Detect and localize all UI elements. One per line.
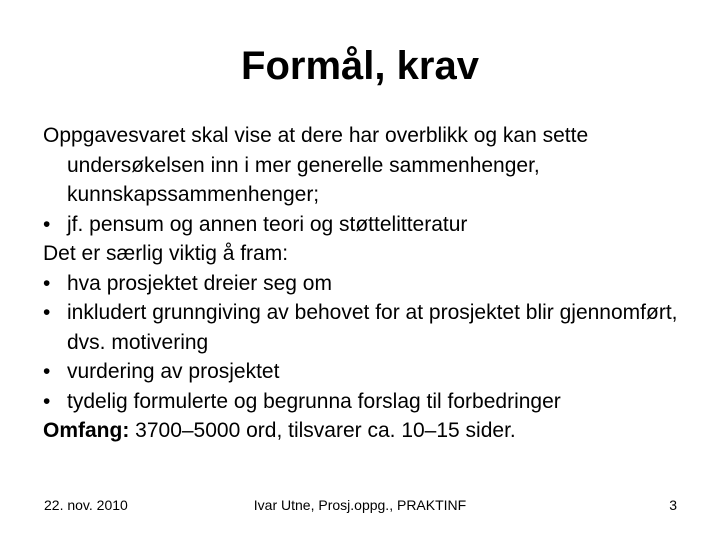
slide-title: Formål, krav [241,44,479,88]
bullet-item [43,298,703,357]
bullet-text: hva prosjektet dreier seg om [67,271,332,295]
bullet-icon: • [43,212,51,236]
bullet-text: vurdering av prosjektet [67,360,280,383]
important-heading: Det er særlig viktig å fram: [43,242,289,265]
bullet-item [43,210,703,240]
bullet-text: inkludert grunngiving av behovet for at prosjektet blir gjennomført, dvs. motivering [67,301,678,354]
scope-label: Omfang: [43,419,130,442]
bullet-icon: • [43,360,51,383]
scope-text: 3700–5000 ord, tilsvarer ca. 10–15 sider. [129,419,516,442]
bullet-item [43,387,703,417]
scope-line [43,416,703,446]
page-number: 3 [669,497,677,513]
bullet-text: jf. pensum og annen teori og støttelitteratur [67,212,468,236]
bullet-item [43,269,703,299]
slide-body [43,121,703,446]
bullet-item [43,357,703,387]
bullet-icon: • [43,271,51,295]
bullet-icon: • [43,389,51,413]
bullet-icon: • [43,301,51,324]
footer-date: 22. nov. 2010 [44,497,128,513]
footer-center-text: Ivar Utne, Prosj.oppg., PRAKTINF [253,497,467,513]
intro-paragraph: Oppgavesvaret skal vise at dere har overblikk og kan sette undersøkelsen inn i mer generelle sammenhenger, kunnskapssammenhenger; [43,124,589,206]
bullet-text: tydelig formulerte og begrunna forslag til forbedringer [67,389,561,413]
